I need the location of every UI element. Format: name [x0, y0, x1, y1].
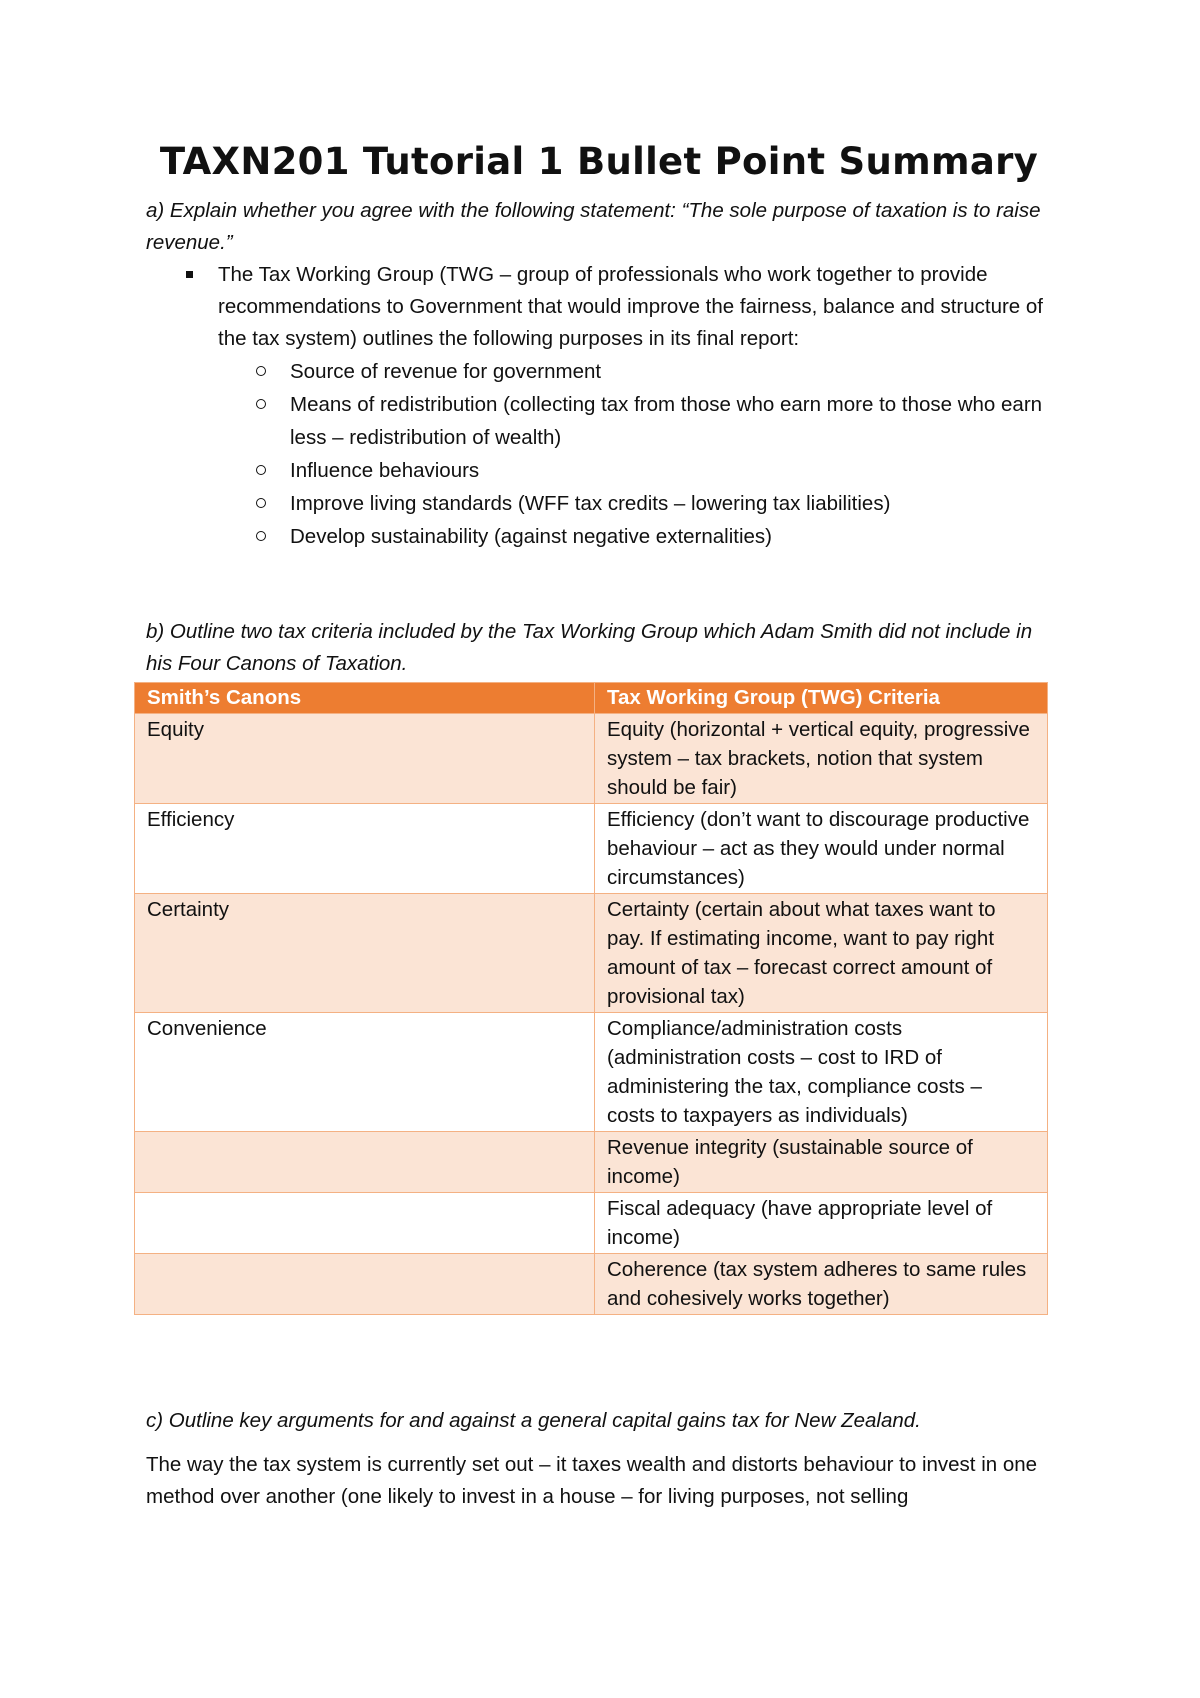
- sub-item-text: Develop sustainability (against negative externalities): [290, 525, 773, 548]
- criteria-table: [134, 682, 1048, 1315]
- table-row: [135, 1132, 1048, 1193]
- sub-item-text: Source of revenue for government: [290, 360, 602, 383]
- table-row: [135, 714, 1048, 804]
- table-cell: Equity: [135, 714, 595, 804]
- sub-list-item: [290, 388, 1052, 454]
- header-smiths-canons: Smith’s Canons: [135, 683, 595, 714]
- table-cell: Certainty (certain about what taxes want to pay. If estimating income, want to pay right amount of tax – forecast correct amount of provisional tax): [595, 894, 1048, 1013]
- table-cell: Equity (horizontal + vertical equity, progressive system – tax brackets, notion that system should be fair): [595, 714, 1048, 804]
- table-cell: Fiscal adequacy (have appropriate level of income): [595, 1193, 1048, 1254]
- table-row: [135, 894, 1048, 1013]
- purposes-sub-list: [218, 355, 1052, 553]
- table-cell: Certainty: [135, 894, 595, 1013]
- question-b: b) Outline two tax criteria included by the Tax Working Group which Adam Smith did not include in his Four Canons of Taxation.: [146, 620, 1033, 675]
- question-c: c) Outline key arguments for and against a general capital gains tax for New Zealand.: [146, 1409, 921, 1432]
- circle-bullet-icon: [256, 498, 266, 508]
- square-bullet-icon: [186, 271, 193, 278]
- table-cell: Revenue integrity (sustainable source of income): [595, 1132, 1048, 1193]
- body-paragraph: The way the tax system is currently set out – it taxes wealth and distorts behaviour to invest in one method over another (one likely to invest in a house – for living purposes, not selling: [146, 1453, 1038, 1508]
- table-cell: Compliance/administration costs (administration costs – cost to IRD of administering the tax, compliance costs – costs to taxpayers as individuals): [595, 1013, 1048, 1132]
- table-row: [135, 1193, 1048, 1254]
- document-title: TAXN201 Tutorial 1 Bullet Point Summary: [159, 140, 1039, 183]
- bullet-text: The Tax Working Group (TWG – group of professionals who work together to provide recommendations to Government that would improve the fairness, balance and structure of the tax system) outlines the following purposes in its final report:: [218, 263, 1043, 350]
- circle-bullet-icon: [256, 465, 266, 475]
- sub-item-text: Influence behaviours: [290, 459, 480, 482]
- question-a: a) Explain whether you agree with the following statement: “The sole purpose of taxation is to raise revenue.”: [146, 199, 1041, 254]
- table-row: [135, 1013, 1048, 1132]
- table-cell: Convenience: [135, 1013, 595, 1132]
- table-cell: Efficiency: [135, 804, 595, 894]
- header-twg-criteria: Tax Working Group (TWG) Criteria: [595, 683, 1048, 714]
- sub-item-text: Means of redistribution (collecting tax from those who earn more to those who earn less – redistribution of wealth): [290, 393, 1043, 449]
- table-cell: [135, 1254, 595, 1315]
- circle-bullet-icon: [256, 366, 266, 376]
- table-cell: Coherence (tax system adheres to same rules and cohesively works together): [595, 1254, 1048, 1315]
- document-page: [146, 140, 1052, 1513]
- table-cell: Efficiency (don’t want to discourage productive behaviour – act as they would under normal circumstances): [595, 804, 1048, 894]
- table-row: [135, 804, 1048, 894]
- sub-list-item: [290, 355, 1052, 388]
- table-cell: [135, 1193, 595, 1254]
- sub-item-text: Improve living standards (WFF tax credits – lowering tax liabilities): [290, 492, 891, 515]
- purposes-bullet-list: [146, 259, 1052, 553]
- sub-list-item: [290, 520, 1052, 553]
- circle-bullet-icon: [256, 399, 266, 409]
- table-cell: [135, 1132, 595, 1193]
- table-header-row: [135, 683, 1048, 714]
- sub-list-item: [290, 454, 1052, 487]
- table-row: [135, 1254, 1048, 1315]
- circle-bullet-icon: [256, 531, 266, 541]
- bullet-item: [218, 259, 1052, 553]
- sub-list-item: [290, 487, 1052, 520]
